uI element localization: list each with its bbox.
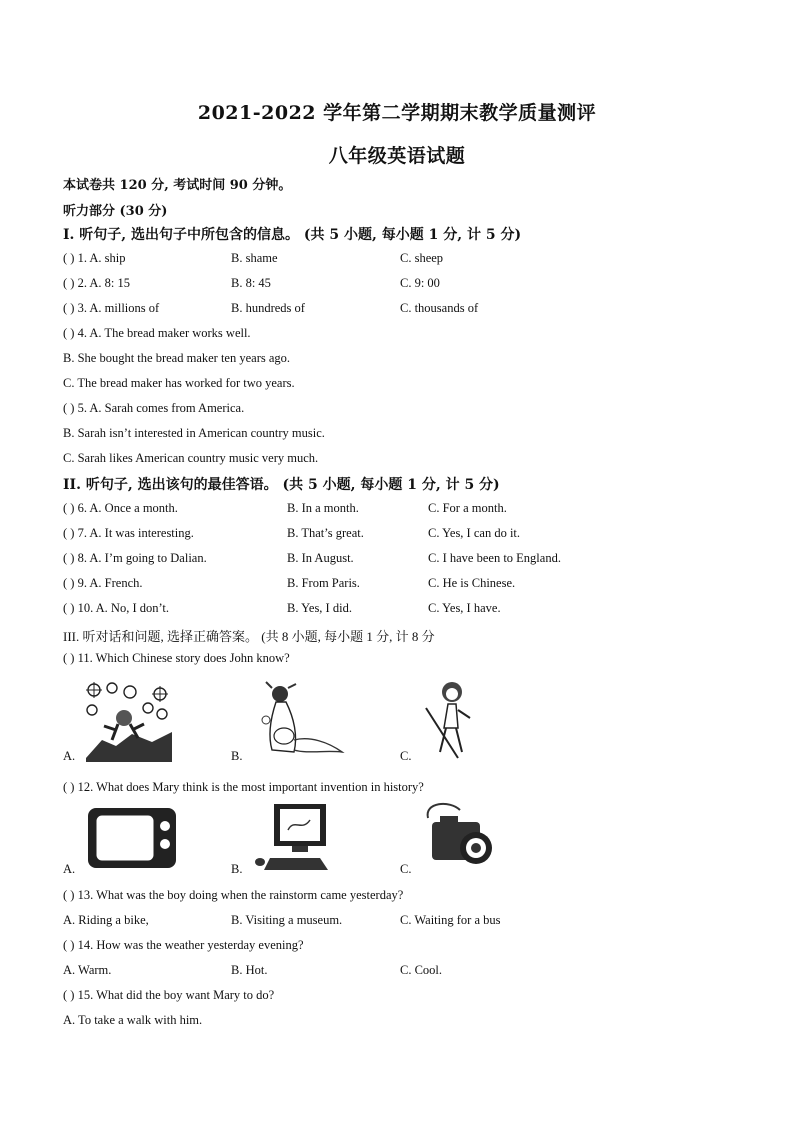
- q15-stem: ( ) 15. What did the boy want Mary to do?: [63, 988, 275, 1002]
- q15-option-a: A. To take a walk with him.: [63, 1013, 203, 1027]
- q1-option-c: C. sheep: [400, 251, 444, 265]
- q5-stem: ( ) 5. A. Sarah comes from America.: [63, 401, 245, 415]
- camera-picture: [420, 800, 500, 874]
- q14-option-c: C. Cool.: [400, 963, 443, 977]
- computer-picture: [254, 802, 336, 874]
- q7-stem: ( ) 7. A. It was interesting.: [63, 526, 194, 540]
- q14-stem: ( ) 14. How was the weather yesterday evening?: [63, 938, 304, 952]
- q3-option-b: B. hundreds of: [231, 301, 305, 315]
- q1-option-b: B. shame: [231, 251, 278, 265]
- q11-stem: ( ) 11. Which Chinese story does John know?: [63, 651, 290, 665]
- q12-stem: ( ) 12. What does Mary think is the most important invention in history?: [63, 780, 424, 794]
- q13-option-a: A. Riding a bike,: [63, 913, 149, 927]
- q13-option-b: B. Visiting a museum.: [231, 913, 343, 927]
- q5-option-b: B. Sarah isn’t interested in American country music.: [63, 426, 325, 440]
- listening-heading: 听力部分 (30 分): [63, 204, 168, 219]
- section1-heading: I. 听句子, 选出句子中所包含的信息。 (共 5 小题, 每小题 1 分, 计 5 分): [63, 227, 522, 243]
- q12-label-b: B.: [231, 862, 243, 876]
- q4-option-b: B. She bought the bread maker ten years ago.: [63, 351, 291, 365]
- monkey-king-picture: [418, 678, 484, 764]
- q8-option-b: B. In August.: [287, 551, 354, 565]
- q9-option-c: C. He is Chinese.: [428, 576, 516, 590]
- q12-label-c: C.: [400, 862, 412, 876]
- q14-option-a: A. Warm.: [63, 963, 112, 977]
- q3-option-c: C. thousands of: [400, 301, 479, 315]
- chang-e-picture: [250, 680, 346, 762]
- q10-stem: ( ) 10. A. No, I don’t.: [63, 601, 170, 615]
- q6-option-c: C. For a month.: [428, 501, 507, 515]
- q2-stem: ( ) 2. A. 8: 15: [63, 276, 131, 290]
- q3-stem: ( ) 3. A. millions of: [63, 301, 160, 315]
- q13-stem: ( ) 13. What was the boy doing when the rainstorm came yesterday?: [63, 888, 404, 902]
- q5-option-c: C. Sarah likes American country music very much.: [63, 451, 319, 465]
- page-title: 2021-2022 学年第二学期期末教学质量测评: [197, 102, 597, 124]
- section3-heading: III. 听对话和问题, 选择正确答案。 (共 8 小题, 每小题 1 分, 计 8 分: [63, 629, 435, 644]
- exam-intro: 本试卷共 120 分, 考试时间 90 分钟。: [63, 178, 292, 193]
- q1-stem: ( ) 1. A. ship: [63, 251, 126, 265]
- section2-heading: II. 听句子, 选出该句的最佳答语。 (共 5 小题, 每小题 1 分, 计 5 分): [63, 477, 500, 493]
- q4-stem: ( ) 4. A. The bread maker works well.: [63, 326, 251, 340]
- q10-option-c: C. Yes, I have.: [428, 601, 501, 615]
- q11-label-c: C.: [400, 749, 412, 763]
- q10-option-b: B. Yes, I did.: [287, 601, 352, 615]
- q11-label-b: B.: [231, 749, 243, 763]
- q2-option-c: C. 9: 00: [400, 276, 440, 290]
- q2-option-b: B. 8: 45: [231, 276, 271, 290]
- page-subtitle: 八年级英语试题: [328, 145, 466, 167]
- q8-option-c: C. I have been to England.: [428, 551, 561, 565]
- q6-stem: ( ) 6. A. Once a month.: [63, 501, 178, 515]
- television-picture: [86, 806, 178, 872]
- q8-stem: ( ) 8. A. I’m going to Dalian.: [63, 551, 207, 565]
- q7-option-c: C. Yes, I can do it.: [428, 526, 521, 540]
- q6-option-b: B. In a month.: [287, 501, 359, 515]
- q12-label-a: A.: [63, 862, 76, 876]
- monkey-in-sky-picture: [82, 680, 174, 762]
- q13-option-c: C. Waiting for a bus: [400, 913, 501, 927]
- q11-label-a: A.: [63, 749, 76, 763]
- q9-option-b: B. From Paris.: [287, 576, 360, 590]
- q9-stem: ( ) 9. A. French.: [63, 576, 143, 590]
- q7-option-b: B. That’s great.: [287, 526, 364, 540]
- q4-option-c: C. The bread maker has worked for two years.: [63, 376, 295, 390]
- q14-option-b: B. Hot.: [231, 963, 268, 977]
